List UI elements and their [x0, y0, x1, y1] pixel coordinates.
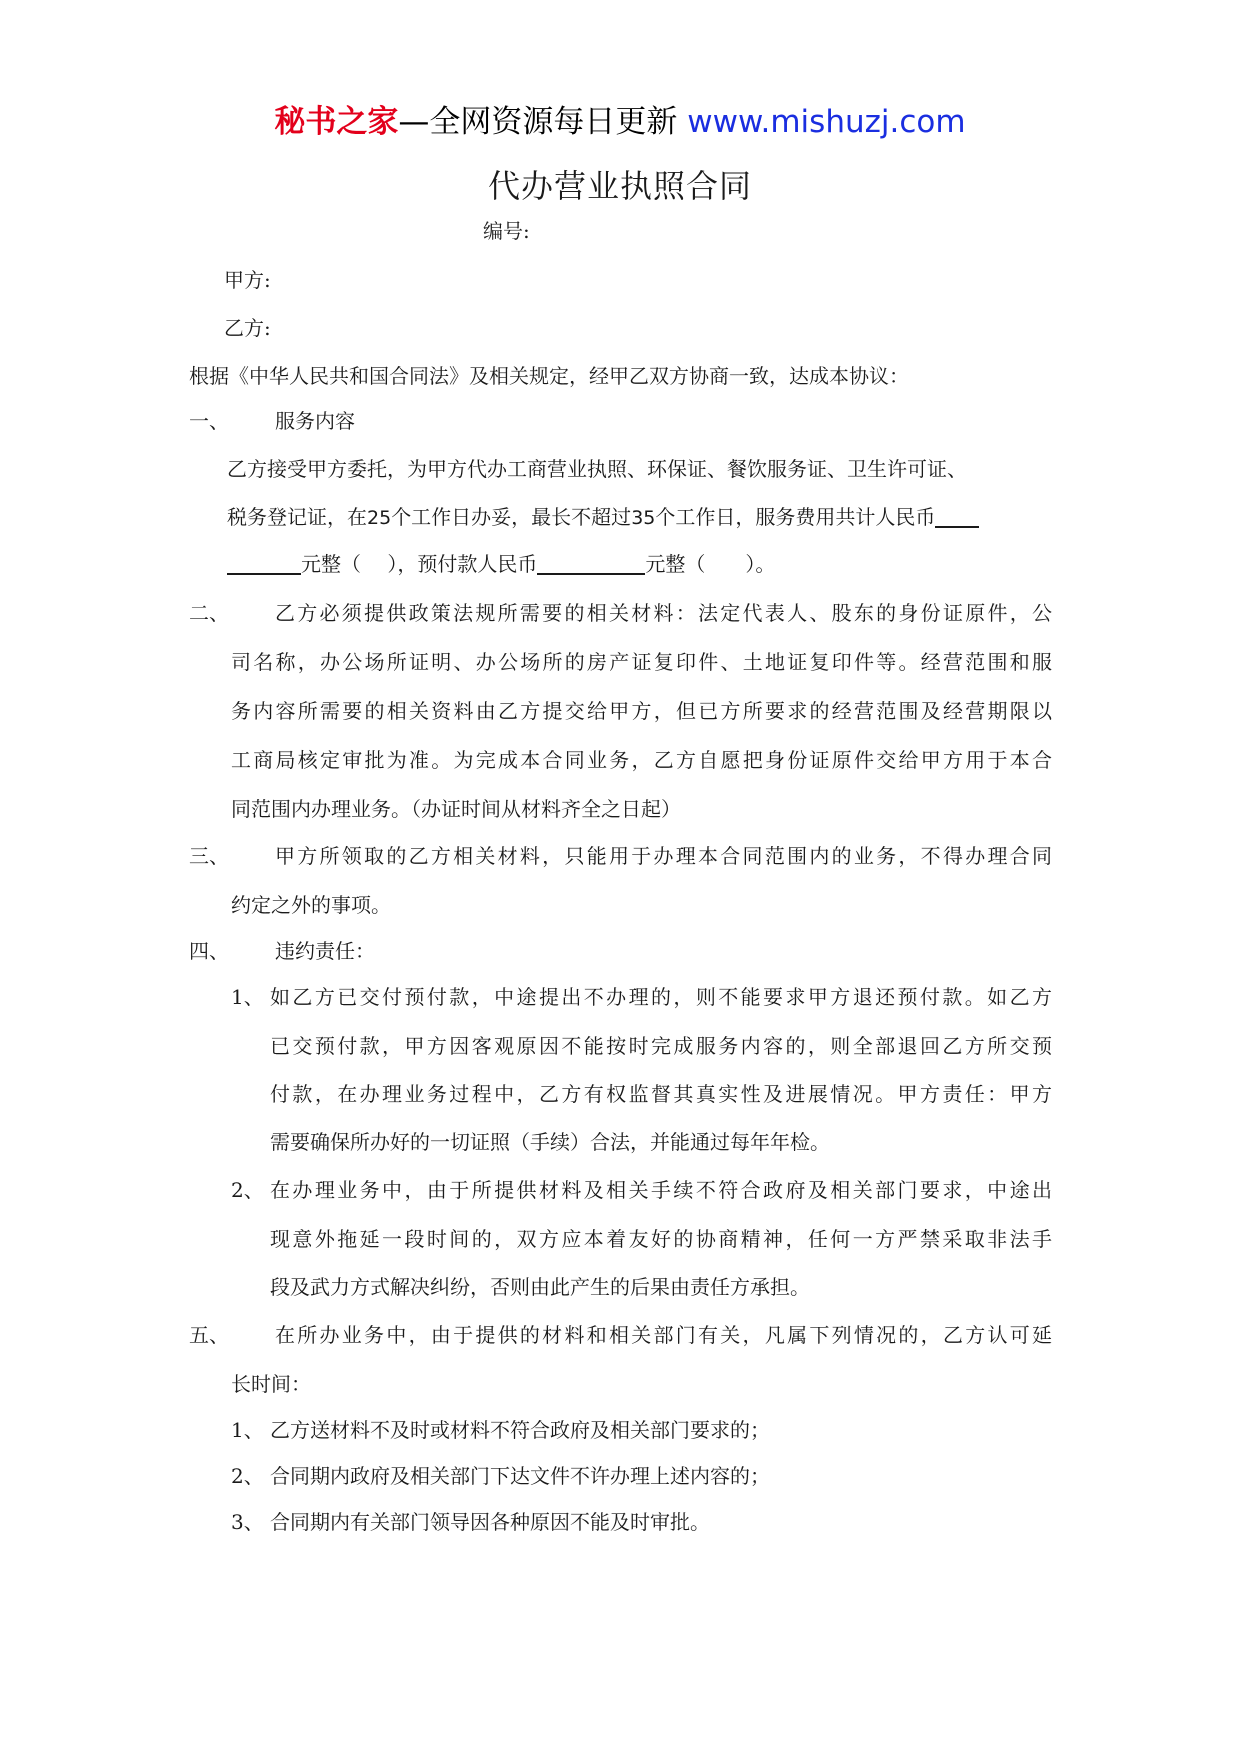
section-2-line-4 [231, 745, 1052, 775]
section-5-line-1 [275, 1320, 1052, 1350]
section-2-number: 二、 [189, 601, 229, 625]
section-2-line-1 [275, 598, 1052, 628]
clause-4-2-text-2: 现意外拖延一段时间的，双方应本着友好的协商精神，任何一方严禁采取非法手 [270, 1227, 1052, 1251]
section-1-heading: 服务内容 [275, 409, 355, 433]
banner-site-url[interactable]: www.mishuzj.com [687, 104, 966, 140]
section-1-text-f: 元整（ ），预付款人民币 [301, 552, 538, 576]
section-1-text-e: 个工作日，服务费用共计人民币 [655, 505, 936, 529]
clause-5-2-number: 2、 [231, 1464, 264, 1488]
contract-number-label: 编号: [483, 219, 530, 243]
clause-4-2-line-2 [270, 1224, 1052, 1254]
clause-4-1-line-2 [270, 1031, 1052, 1061]
section-1-text-c: 个工作日办妥，最长不超过 [391, 505, 632, 529]
section-1-text-a: 税务登记证，在 [227, 505, 367, 529]
section-5-number: 五、 [189, 1323, 229, 1347]
section-2-line-5: 同范围内办理业务。（办证时间从材料齐全之日起） [231, 797, 681, 821]
banner-tagline: —全网资源每日更新 [398, 104, 678, 140]
clause-5-2-text: 合同期内政府及相关部门下达文件不许办理上述内容的； [270, 1464, 770, 1488]
clause-4-1-text-2: 已交预付款，甲方因客观原因不能按时完成服务内容的，则全部退回乙方所交预 [270, 1034, 1052, 1058]
clause-4-2-text-1: 在办理业务中，由于所提供材料及相关手续不符合政府及相关部门要求，中途出 [270, 1178, 1052, 1202]
section-2-text-4: 工商局核定审批为准。为完成本合同业务，乙方自愿把身份证原件交给甲方用于本合 [231, 748, 1052, 772]
section-4-number: 四、 [189, 939, 229, 963]
section-2-line-2 [231, 647, 1052, 677]
section-1-line-1: 乙方接受甲方委托，为甲方代办工商营业执照、环保证、餐饮服务证、卫生许可证、 [227, 457, 967, 481]
section-1-number: 一、 [189, 409, 229, 433]
clause-4-1-line-3 [270, 1079, 1052, 1109]
party-a-label: 甲方: [224, 268, 271, 292]
section-3-text-1: 甲方所领取的乙方相关材料，只能用于办理本合同范围内的业务，不得办理合同 [275, 844, 1052, 868]
section-5-text-1: 在所办业务中，由于提供的材料和相关部门有关，凡属下列情况的，乙方认可延 [275, 1323, 1052, 1347]
fee-blank-2 [227, 551, 301, 575]
max-work-days-value: 35 [631, 507, 656, 529]
banner-brand: 秘书之家 [274, 104, 399, 140]
section-2-text-3: 务内容所需要的相关资料由乙方提交给甲方，但已方所要求的经营范围及经营期限以 [231, 699, 1052, 723]
clause-5-1-number: 1、 [231, 1418, 264, 1442]
section-1-line-3 [227, 549, 775, 579]
section-3-line-1 [275, 841, 1052, 871]
clause-4-2-line-3: 段及武力方式解决纠纷，否则由此产生的后果由责任方承担。 [270, 1275, 810, 1299]
section-5-line-2: 长时间： [231, 1372, 311, 1396]
document-title: 代办营业执照合同 [487, 167, 752, 205]
clause-4-2-line-1 [270, 1175, 1052, 1205]
clause-4-1-number: 1、 [231, 985, 264, 1009]
section-2-text-1: 乙方必须提供政策法规所需要的相关材料：法定代表人、股东的身份证原件，公 [275, 601, 1052, 625]
site-banner [0, 102, 1240, 142]
prepayment-blank [537, 551, 645, 575]
section-2-text-2: 司名称，办公场所证明、办公场所的房产证复印件、土地证复印件等。经营范围和服 [231, 650, 1052, 674]
clause-5-3-number: 3、 [231, 1510, 264, 1534]
work-days-value: 25 [367, 507, 392, 529]
clause-4-1-text-1: 如乙方已交付预付款，中途提出不办理的，则不能要求甲方退还预付款。如乙方 [270, 985, 1052, 1009]
clause-4-1-line-1 [270, 982, 1052, 1012]
section-3-number: 三、 [189, 844, 229, 868]
section-1-line-2 [227, 502, 979, 533]
fee-blank-1 [935, 504, 979, 528]
clause-4-1-line-4: 需要确保所办好的一切证照（手续）合法，并能通过每年年检。 [270, 1130, 830, 1154]
clause-4-2-number: 2、 [231, 1178, 264, 1202]
section-2-line-3 [231, 696, 1052, 726]
clause-4-1-text-3: 付款，在办理业务过程中，乙方有权监督其真实性及进展情况。甲方责任：甲方 [270, 1082, 1052, 1106]
party-b-label: 乙方: [224, 316, 271, 340]
section-1-text-g: 元整（ ）。 [645, 552, 776, 576]
clause-5-3-text: 合同期内有关部门领导因各种原因不能及时审批。 [270, 1510, 710, 1534]
preamble: 根据《中华人民共和国合同法》及相关规定，经甲乙双方协商一致，达成本协议： [189, 364, 909, 388]
section-4-heading: 违约责任： [275, 939, 375, 963]
section-3-line-2: 约定之外的事项。 [231, 893, 391, 917]
clause-5-1-text: 乙方送材料不及时或材料不符合政府及相关部门要求的； [270, 1418, 770, 1442]
